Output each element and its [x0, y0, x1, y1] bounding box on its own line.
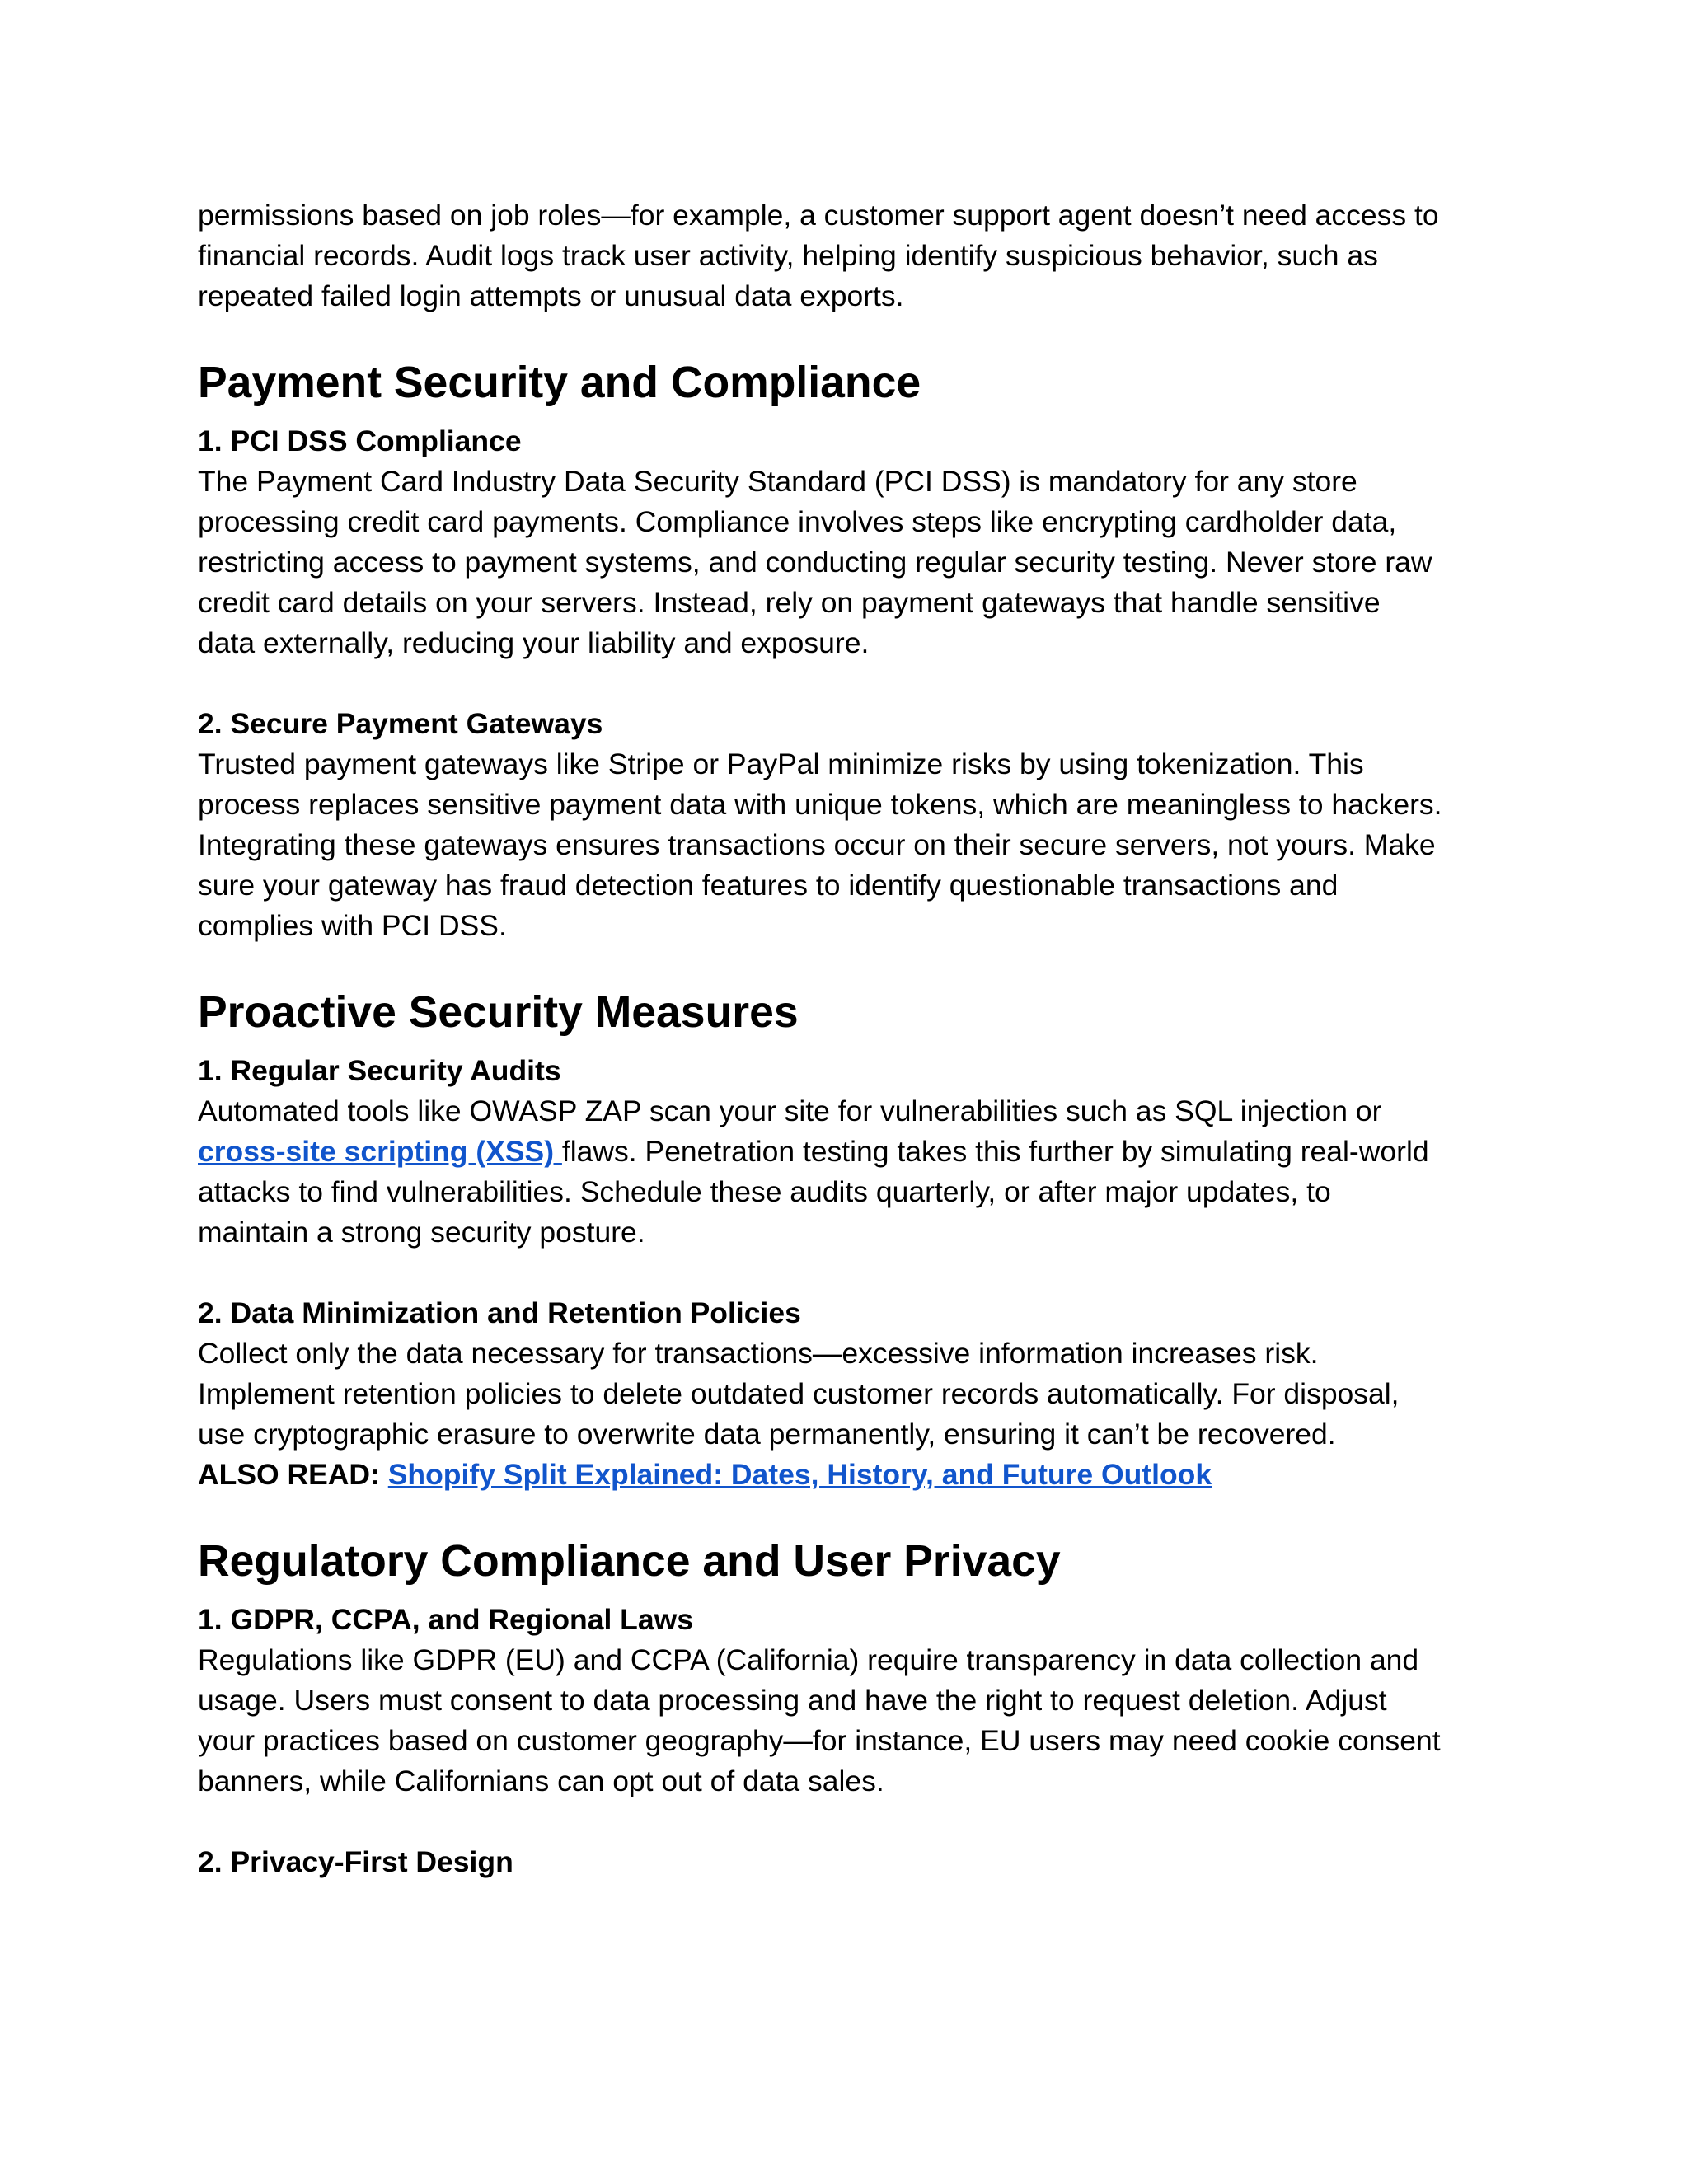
subheading-gdpr-ccpa: 1. GDPR, CCPA, and Regional Laws: [198, 1603, 693, 1636]
heading-proactive-security: Proactive Security Measures: [198, 988, 799, 1037]
also-read-link[interactable]: Shopify Split Explained: Dates, History, and Future Outlook: [387, 1458, 1212, 1491]
audits-text-after-link: flaws. Penetration testing takes this further by simulating real-world: [561, 1135, 1429, 1168]
gdpr-ccpa-paragraph: Regulations like GDPR (EU) and CCPA (California) require transparency in data collection and usage. Users must consent to data processing and have the right to request deletion. Adjust your practices based on customer geography—for instance, EU users may need cookie consent banners, while Californians can opt out of data sales.: [198, 1643, 1441, 1797]
also-read-label: ALSO READ:: [198, 1458, 388, 1491]
subheading-data-minimization: 2. Data Minimization and Retention Policies: [198, 1296, 801, 1329]
subheading-privacy-first: 2. Privacy-First Design: [198, 1845, 513, 1878]
document-page: [198, 195, 1517, 1882]
audits-text-rest: attacks to find vulnerabilities. Schedule these audits quarterly, or after major updates, to maintain a strong security posture.: [198, 1175, 1331, 1249]
data-minimization-paragraph: [198, 1333, 1517, 1495]
minimization-text: Collect only the data necessary for transactions—excessive information increases risk. Implement retention policies to delete outdated customer records automatically. For disposal, use cryptographic erasure to overwrite data permanently, ensuring it can’t be recovered.: [198, 1337, 1400, 1451]
heading-regulatory-compliance: Regulatory Compliance and User Privacy: [198, 1537, 1061, 1586]
intro-paragraph: permissions based on job roles—for example, a customer support agent doesn’t need access to financial records. Audit logs track user activity, helping identify suspicious behavior, such as repeated failed login attempts or unusual data exports.: [198, 199, 1439, 312]
audits-text-line1: Automated tools like OWASP ZAP scan your site for vulnerabilities such as SQL injection or: [198, 1094, 1382, 1127]
pci-dss-paragraph: The Payment Card Industry Data Security Standard (PCI DSS) is mandatory for any store processing credit card payments. Compliance involves steps like encrypting cardholder data, restricting access to payment systems, and conducting regular security testing. Never store raw credit card details on your servers. Instead, rely on payment gateways that handle sensitive data externally, reducing your liability and exposure.: [198, 465, 1432, 659]
subheading-security-audits: 1. Regular Security Audits: [198, 1054, 561, 1087]
security-audits-paragraph: [198, 1091, 1517, 1253]
heading-payment-security: Payment Security and Compliance: [198, 359, 921, 407]
subheading-pci-dss: 1. PCI DSS Compliance: [198, 424, 522, 457]
subheading-secure-gateways: 2. Secure Payment Gateways: [198, 707, 603, 740]
xss-link[interactable]: cross-site scripting (XSS): [198, 1135, 562, 1168]
secure-gateways-paragraph: Trusted payment gateways like Stripe or PayPal minimize risks by using tokenization. This process replaces sensitive payment data with unique tokens, which are meaningless to hackers. Integrating these gateways ensures transactions occur on their secure servers, not yours. Make sure your gateway has fraud detection features to identify questionable transactions and complies with PCI DSS.: [198, 748, 1442, 942]
